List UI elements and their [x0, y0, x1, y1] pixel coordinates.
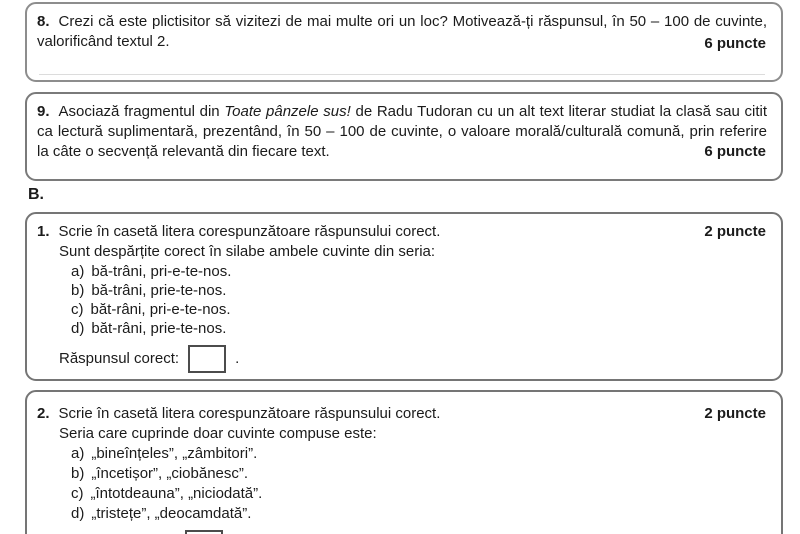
- instruction-row: [37, 404, 767, 424]
- question-text: Crezi că este plictisitor să vizitezi de mai multe ori un loc? Motivează-ți răspunsul, în 50 – 100 de cuvinte, valorificând textul 2.: [37, 13, 767, 50]
- option-a: [71, 262, 767, 281]
- question-number: 8.: [37, 13, 50, 30]
- option-letter: d): [71, 320, 85, 337]
- option-text: bă-trâni, pri-e-te-nos.: [91, 263, 232, 280]
- question-2-card: [25, 390, 783, 534]
- option-letter: b): [71, 465, 85, 482]
- option-text: „încetișor”, „ciobănesc”.: [91, 465, 249, 482]
- points-badge: 6 puncte: [704, 35, 766, 52]
- question-prompt: Sunt despărțite corect în silabe ambele cuvinte din seria:: [59, 243, 436, 260]
- option-text: „tristețe”, „deocamdată”.: [91, 505, 252, 522]
- option-letter: d): [71, 505, 85, 522]
- question-2-body: [27, 392, 781, 534]
- question-text-before: Asociază fragmentul din: [58, 103, 225, 120]
- option-b: [71, 281, 767, 300]
- option-text: băt-râni, pri-e-te-nos.: [90, 301, 231, 318]
- option-text: băt-râni, prie-te-nos.: [91, 320, 227, 337]
- question-prompt: Seria care cuprinde doar cuvinte compuse este:: [59, 425, 377, 442]
- question-8-text-block: [27, 4, 781, 52]
- option-d: [71, 504, 767, 524]
- question-number: 2.: [37, 405, 50, 422]
- option-b: [71, 464, 767, 484]
- question-9-text-block: [27, 94, 781, 162]
- option-letter: b): [71, 282, 85, 299]
- question-text-after: de Radu Tudoran cu un alt text literar studiat la clasă sau citit ca lectură suplimentară, prezentând, în 50 – 100 de cuvinte, o valoare morală/culturală comună, prin referire la câte o secvență relevantă din fiecare text.: [37, 103, 767, 160]
- book-title: Toate pânzele sus!: [224, 103, 351, 120]
- question-number: 1.: [37, 223, 50, 240]
- instruction-text: Scrie în casetă litera corespunzătoare răspunsului corect.: [58, 223, 441, 240]
- answer-label: Răspunsul corect:: [59, 350, 180, 367]
- option-text: „bineînțeles”, „zâmbitori”.: [91, 445, 258, 462]
- points-badge: 6 puncte: [704, 143, 766, 160]
- points-badge: 2 puncte: [704, 223, 766, 240]
- option-c: [71, 484, 767, 504]
- ruled-line: [39, 74, 765, 75]
- points-badge: 2 puncte: [704, 405, 766, 422]
- option-text: „întotdeauna”, „niciodată”.: [90, 485, 263, 502]
- question-8-card: [25, 2, 783, 82]
- option-letter: a): [71, 445, 85, 462]
- answer-box[interactable]: [185, 530, 223, 534]
- section-b-label: B.: [28, 186, 44, 203]
- option-letter: c): [71, 301, 84, 318]
- question-number: 9.: [37, 103, 50, 120]
- option-letter: c): [71, 485, 84, 502]
- instruction-text: Scrie în casetă litera corespunzătoare răspunsului corect.: [58, 405, 441, 422]
- instruction-row: [37, 222, 767, 242]
- question-9-card: [25, 92, 783, 181]
- answer-suffix: .: [235, 350, 240, 367]
- question-1-body: [27, 214, 781, 373]
- answer-box[interactable]: [188, 345, 226, 373]
- option-text: bă-trâni, prie-te-nos.: [91, 282, 227, 299]
- option-d: [71, 319, 767, 338]
- question-1-card: [25, 212, 783, 381]
- option-a: [71, 444, 767, 464]
- option-letter: a): [71, 263, 85, 280]
- answer-row: [59, 345, 767, 373]
- option-c: [71, 300, 767, 319]
